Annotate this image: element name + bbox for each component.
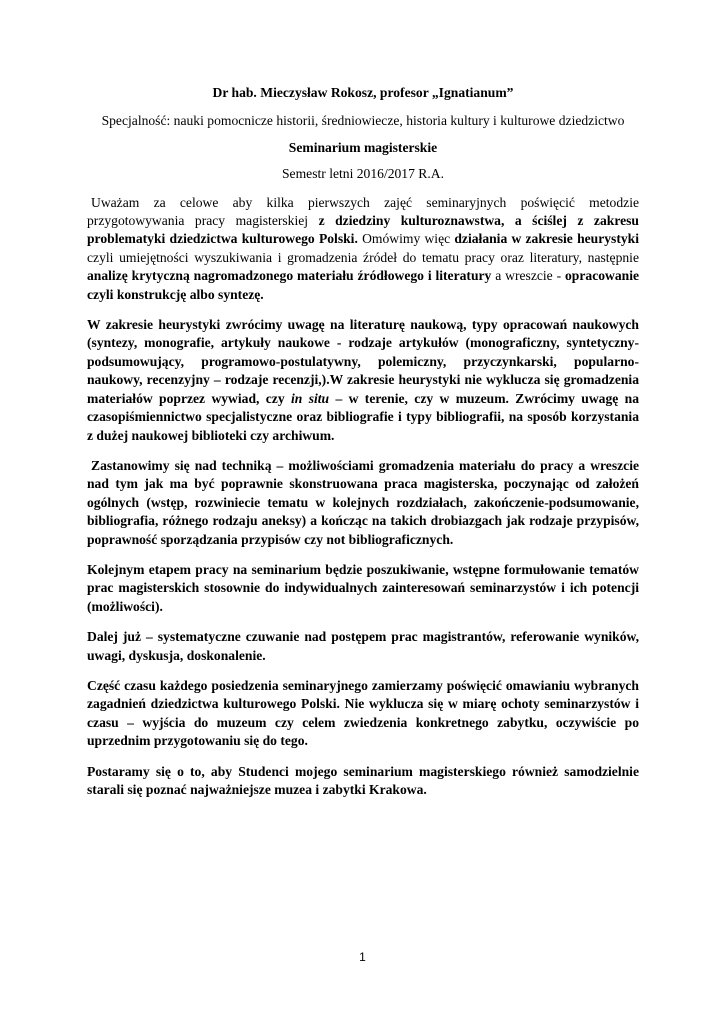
page-number: 1 xyxy=(359,950,366,964)
p1-text-4: a wreszcie - xyxy=(491,268,565,284)
p1-bold-4: opracowanie czyli konstrukcję albo syntezę. xyxy=(87,268,640,302)
paragraph-heuristics xyxy=(87,316,639,445)
p2-text-1: W zakresie heurystyki zwrócimy uwagę na literaturę naukową, typy opracowań naukowych (syntezy, monografie, artykuły naukowe - rodzaje artykułów (monograficzny, syntetyczny-podsumowujący, programowo-postulatywny, polemiczny, przyczynkarski, popularno-naukowy, recenzyjny – rodzaje recenzji,).W zakresie heurystyki nie wyklucza się gromadzenia materiałów poprzez wywiad, czy xyxy=(87,317,639,406)
paragraph-next-stage: Kolejnym etapem pracy na seminarium będzie poszukiwanie, wstępne formułowanie tematów prac magisterskich stosownie do indywidualnych zainteresowań seminarzystów i ich potencji (możliwości). xyxy=(87,561,639,614)
paragraph-technique: Zastanowimy się nad techniką – możliwościami gromadzenia materiału do pracy a wreszcie nad tym jak ma być poprawnie skonstruowana praca magisterska, poczynając od założeń ogólnych (wstęp, rozwiniecie tematu w kolejnych rozdziałach, zakończenie-podsumowanie, bibliografia, różnego rodzaju aneksy) a kończąc na takich drobiazgach jak rodzaje przypisów, poprawność sporządzania przypisów czy not bibliograficznych. xyxy=(87,457,639,547)
p1-bold-1: z dziedziny kulturoznawstwa, a ściślej z zakresu problematyki dziedzictwa kulturowego Polski. xyxy=(87,213,639,247)
specialty-line: Specjalność: nauki pomocnicze historii, średniowiecze, historia kultury i kulturowe dziedzictwo xyxy=(101,113,625,129)
paragraph-supervision: Dalej już – systematyczne czuwanie nad postępem prac magistrantów, referowanie wyników, uwagi, dyskusja, doskonalenie. xyxy=(87,629,639,663)
paragraph-krakow: Postaramy się o to, aby Studenci mojego seminarium magisterskiego również samodzielnie starali się poznać najważniejsze muzea i zabytki Krakowa. xyxy=(87,763,639,797)
p2-text-2: – w terenie, czy w muzeum. Zwrócimy uwagę na czasopiśmiennictwo specjalistyczne oraz bibliografie i typy bibliografii, na sposób korzystania z dużej naukowej biblioteki czy archiwum. xyxy=(87,390,640,443)
seminar-title: Seminarium magisterskie xyxy=(288,139,438,155)
paragraph-method xyxy=(87,194,639,304)
p1-text-2: Omówimy więc xyxy=(357,231,455,247)
semester-line: Semestr letni 2016/2017 R.A. xyxy=(282,166,444,182)
p2-italic: in situ xyxy=(291,390,330,406)
author-heading: Dr hab. Mieczysław Rokosz, profesor „Ignatianum” xyxy=(212,85,514,100)
document-page xyxy=(87,84,639,811)
p1-text-1: Uważam za celowe aby kilka pierwszych zajęć seminaryjnych poświęcić metodzie przygotowywania pracy magisterskiej xyxy=(87,194,639,229)
p1-bold-2: działania w zakresie heurystyki xyxy=(454,231,640,247)
p1-bold-3: analizę krytyczną nagromadzonego materiału źródłowego i literatury xyxy=(87,268,492,284)
p1-text-3: czyli umiejętności wyszukiwania i gromadzenia źródeł do tematu pracy oraz literatury, następnie xyxy=(87,249,639,265)
paragraph-heritage: Część czasu każdego posiedzenia seminaryjnego zamierzamy poświęcić omawianiu wybranych zagadnień dziedzictwa kulturowego Polski. Nie wyklucza się w miarę ochoty seminarzystów i czasu – wyjścia do muzeum czy celem zwiedzenia konkretnego zabytku, oczywiście po uprzednim przygotowaniu się do tego. xyxy=(87,677,639,749)
